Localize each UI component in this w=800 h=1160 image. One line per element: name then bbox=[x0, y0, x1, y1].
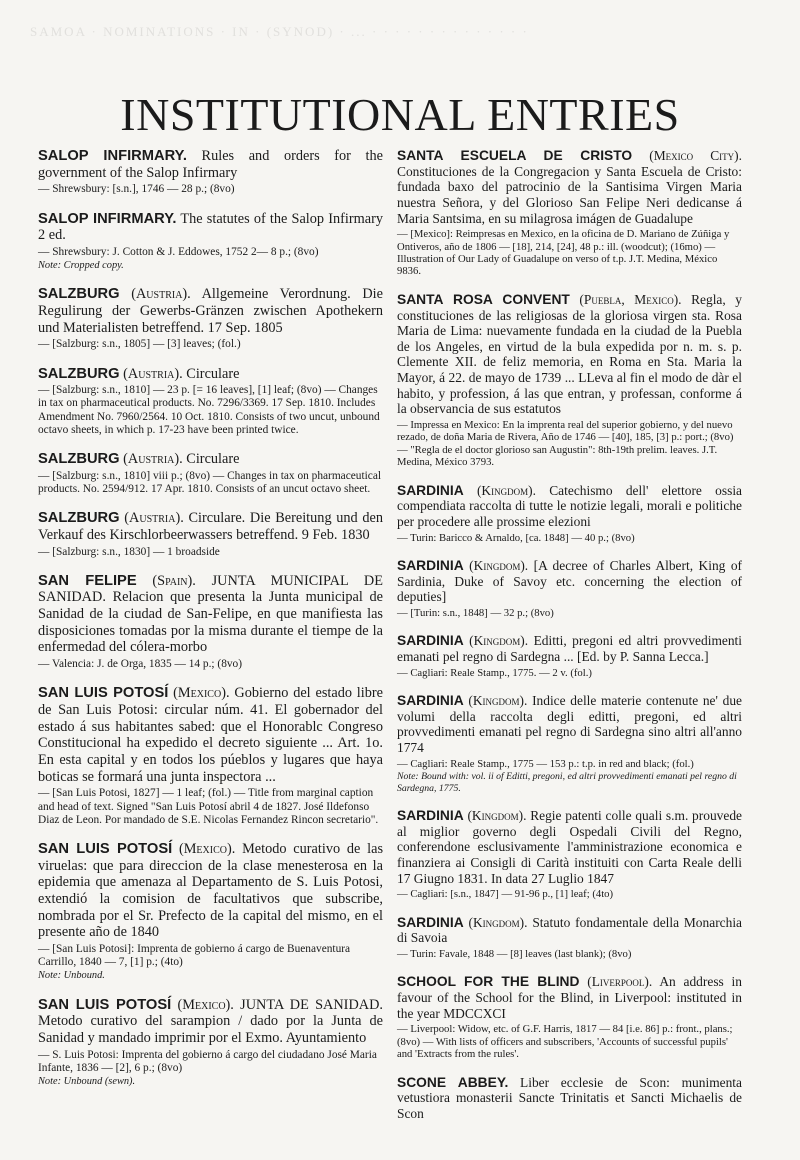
entry-title: JUNTA DE SANIDAD. Metodo curativo del sarampion / dado por la Junta de Sanidad y mandado imprimir por el Exmo. Ayuntamiento bbox=[38, 996, 383, 1046]
entry-jurisdiction: (Mexico). bbox=[177, 996, 234, 1013]
entry-heading bbox=[38, 286, 383, 336]
catalog-entry bbox=[38, 286, 383, 351]
entry-jurisdiction: (Liverpool). bbox=[587, 974, 653, 990]
entry-headword: SAN LUIS POTOSÍ bbox=[38, 685, 169, 702]
entry-heading bbox=[397, 808, 742, 886]
entry-headword: SCHOOL FOR THE BLIND bbox=[397, 974, 580, 990]
entry-imprint: — [Salzburg: s.n., 1830] — 1 broadside bbox=[38, 545, 220, 558]
catalog-entry bbox=[397, 808, 742, 901]
entry-imprint: — [Salzburg: s.n., 1810] viii p.; (8vo) — Changes in tax on pharmaceutical products. No. 2594/912. 17 Apr. 1810. Consists of an uncut octavo sheet. bbox=[38, 469, 382, 496]
catalog-entry bbox=[38, 841, 383, 983]
entry-headword: SALOP INFIRMARY. bbox=[38, 210, 177, 227]
entry-jurisdiction: (Austria). bbox=[123, 451, 183, 468]
entry-title: Regla, y constituciones de las religiosas de la gloriosa virgen sta. Rosa Maria de Lima: nuevamente fundada en la ciudad de la Puebla de los Angeles, en virtud de la bula expedida por n. m. s. p. Clemente XII. de feliz memoria, en Roma en Sta. Maria la Mayor, á 22. de mayo de 1739 ... LLeva al fin el modo de dàr el habito, y profession, á las que entran, y professan, conforme á la observancia de sus estatutos bbox=[397, 291, 743, 417]
entry-note: Note: Unbound. bbox=[38, 970, 105, 982]
catalog-entry bbox=[397, 292, 742, 469]
catalog-entry bbox=[397, 693, 742, 794]
catalog-entry bbox=[38, 366, 383, 438]
entry-title: [A decree of Charles Albert, King of Sardinia, Duke of Savoy etc. concerning the election of deputies] bbox=[397, 558, 743, 605]
catalog-entry bbox=[397, 974, 742, 1060]
entry-note: Note: Unbound (sewn). bbox=[38, 1076, 136, 1088]
entry-imprint: — Turin: Favale, 1848 — [8] leaves (last blank); (8vo) bbox=[397, 947, 632, 960]
entry-imprint: — Cagliari: [s.n., 1847] — 91-96 p., [1] leaf; (4to) bbox=[397, 888, 614, 901]
entry-title: Rules and orders for the government of the Salop Infirmary bbox=[38, 148, 384, 181]
entry-headword: SAN LUIS POTOSÍ bbox=[38, 840, 173, 857]
entry-imprint: — S. Luis Potosi: Imprenta del gobierno á cargo del ciudadano José Maria Infante, 1836 — [2], 6 p.; (8vo) bbox=[38, 1048, 377, 1074]
entry-title: Liber ecclesie de Scon: munimenta vetustiora monasterii Sancte Trinitatis et Sancti Michaelis de Scon bbox=[397, 1074, 742, 1121]
entry-title: An address in favour of the School for the Blind, in Liverpool: instituted in the year MDCCXCI bbox=[397, 974, 742, 1021]
entry-headword: SALZBURG bbox=[38, 451, 120, 468]
entry-jurisdiction: (Kingdom). bbox=[469, 633, 529, 649]
entry-jurisdiction: (Kingdom). bbox=[468, 693, 528, 709]
entry-imprint: — [San Luis Potosi]: Imprenta de gobierno á cargo de Buenaventura Carrillo, 1840 — 7, [1] p.; (4to) bbox=[38, 942, 351, 969]
entry-headword: SARDINIA bbox=[397, 558, 464, 574]
entry-headword: SALZBURG bbox=[38, 510, 120, 527]
entry-heading bbox=[397, 693, 742, 756]
entry-imprint: — [Salzburg: s.n., 1805] — [3] leaves; (fol.) bbox=[38, 338, 241, 351]
entry-heading bbox=[38, 148, 383, 181]
entry-imprint: — Liverpool: Widow, etc. of G.F. Harris, 1817 — 84 [i.e. 86] p.: front., plans.; (8vo) — With lists of officers and subscribers, 'Accounts of successful pupils' and 'Extracts from the rules'. bbox=[397, 1023, 733, 1061]
entry-heading bbox=[38, 685, 383, 785]
right-column bbox=[397, 148, 742, 1136]
entry-headword: SARDINIA bbox=[397, 633, 464, 649]
entry-title: Circulare bbox=[186, 365, 240, 382]
entry-headword: SALOP INFIRMARY. bbox=[38, 148, 187, 164]
entry-jurisdiction: (Spain). bbox=[152, 572, 196, 589]
entry-jurisdiction: (Austria). bbox=[123, 365, 183, 382]
catalog-entry bbox=[38, 148, 383, 197]
entry-jurisdiction: (Mexico). bbox=[178, 840, 236, 857]
entry-jurisdiction: (Puebla, Mexico). bbox=[579, 291, 682, 307]
catalog-entry bbox=[397, 1075, 742, 1122]
entry-jurisdiction: (Kingdom). bbox=[467, 808, 527, 824]
entry-title: Statuto fondamentale della Monarchia di Savoia bbox=[397, 914, 743, 946]
show-through-text: SAMOA · NOMINATIONS · IN · (SYNOD) · ... · · · · · · · · · · · · · · bbox=[30, 24, 529, 39]
entry-title: Allgemeine Verordnung. Die Regulirung der Gewerbs-Gränzen zwischen Apothekern und Materialisten betreffend. 17 Sep. 1805 bbox=[38, 286, 383, 336]
entry-headword: SANTA ESCUELA DE CRISTO bbox=[397, 148, 633, 163]
page-title: INSTITUTIONAL ENTRIES bbox=[120, 89, 680, 140]
entry-heading bbox=[38, 841, 383, 941]
entry-heading bbox=[397, 915, 742, 946]
catalog-entry bbox=[38, 510, 383, 559]
catalog-entry bbox=[397, 483, 742, 544]
entry-heading bbox=[397, 148, 742, 226]
entry-jurisdiction: (Mexico). bbox=[173, 685, 230, 702]
entry-title: Constituciones de la Congregacion y Santa Escuela de Cristo: fundada baxo del patrocinio de la Santisima Virgen Maria nuestra Señora, y del Glorioso San Felipe Neri dedicanse á Maria Santsima, en su milagrosa imágen de Guadalupe bbox=[397, 163, 742, 226]
entry-heading bbox=[38, 997, 383, 1047]
entry-imprint: — Shrewsbury: [s.n.], 1746 — 28 p.; (8vo) bbox=[38, 183, 235, 196]
entry-note: Note: Bound with: vol. ii of Editti, pregoni, ed altri provvedimenti emanati pel regno di Sardegna, 1775. bbox=[397, 771, 737, 794]
entry-heading bbox=[38, 451, 383, 468]
entry-heading bbox=[397, 292, 742, 417]
catalog-entry bbox=[397, 633, 742, 679]
entry-headword: SALZBURG bbox=[38, 365, 120, 382]
entry-heading bbox=[397, 1075, 742, 1122]
entry-title: Metodo curativo de las viruelas: que para direccion de la clase menesterosa en la epidemia que amenaza al Departamento de S. Luis Potosi, extendió la comision de facultativos que subscribe, nombrada por el Sr. Prefecto de la capital del mismo, en el presente año de 1840 bbox=[38, 840, 384, 941]
catalog-entry bbox=[38, 211, 383, 273]
entry-headword: SARDINIA bbox=[397, 482, 464, 498]
catalog-entry bbox=[38, 685, 383, 827]
entry-title: Circulare. Die Bereitung und den Verkauf des Kirschlorbeerwassers betreffend. 9 Feb. 1830 bbox=[38, 510, 384, 543]
catalog-entry bbox=[397, 915, 742, 961]
entry-title: Editti, pregoni ed altri provvedimenti emanati pel regno di Sardegna ... [Ed. by P. Sanna Lecca.] bbox=[397, 633, 743, 665]
entry-jurisdiction: (Kingdom). bbox=[469, 558, 529, 574]
entry-headword: SARDINIA bbox=[397, 693, 464, 709]
left-column bbox=[38, 148, 383, 1102]
entry-headword: SANTA ROSA CONVENT bbox=[397, 291, 570, 307]
entry-jurisdiction: (Mexico City). bbox=[649, 148, 742, 163]
entry-heading bbox=[38, 366, 383, 383]
entry-imprint: — Turin: Baricco & Arnaldo, [ca. 1848] — 40 p.; (8vo) bbox=[397, 531, 635, 544]
entry-heading bbox=[397, 558, 742, 605]
entry-title: Gobierno del estado libre de San Luis Potosi: circular núm. 41. El gobernador del estado á sus habitantes sabed: que el Honorablc Congreso Constitucional ha expedido el decreto siguiente ... Art. 1o. En esta capital y en todos los púeblos y lugares que haya boticas se formará una junta inspectora ... bbox=[38, 685, 384, 785]
entry-note: Note: Cropped copy. bbox=[38, 260, 124, 272]
entry-heading bbox=[397, 974, 742, 1021]
catalog-entry bbox=[397, 148, 742, 278]
entry-jurisdiction: (Kingdom). bbox=[476, 482, 536, 498]
catalog-entry bbox=[38, 451, 383, 496]
entry-heading bbox=[38, 211, 383, 244]
entry-imprint: — Cagliari: Reale Stamp., 1775 — 153 p.: t.p. in red and black; (fol.) bbox=[397, 757, 694, 770]
entry-headword: SALZBURG bbox=[38, 286, 120, 303]
catalog-entry bbox=[38, 573, 383, 672]
entry-imprint: — [San Luis Potosi, 1827] — 1 leaf; (fol.) — Title from marginal caption and head of text. Signed "San Luis Potosí abril 4 de 1827. José Ildefonso Diaz de Leon. Por mandado de S.E. Nicolas Fernandez Rincon secretario". bbox=[38, 787, 379, 826]
entry-heading bbox=[38, 510, 383, 543]
entry-title: Regie patenti colle quali s.m. prouvede al miglior governo degli Ospedali Civili del Regno, conferendone esclusivamente l'amministrazione economica e finanziera ai Consigli di Carità instituiti con Carta Reale delli 17 Giugno 1831. In data 27 Luglio 1847 bbox=[397, 808, 742, 886]
entry-imprint: — Impressa en Mexico: En la imprenta real del superior gobierno, y del nuevo rezado, de doña Maria de Rivera, Año de 1746 — [40], 185, [3] p.: port.; (8vo) — "Regla de el doctor glorioso san Augustin": 8th-19th prelim. leaves. J.T. Medina, México 3793. bbox=[397, 419, 734, 469]
catalog-entry bbox=[397, 558, 742, 619]
entry-heading bbox=[397, 483, 742, 530]
entry-imprint: — Shrewsbury: J. Cotton & J. Eddowes, 1752 2— 8 p.; (8vo) bbox=[38, 245, 319, 258]
catalog-entry bbox=[38, 997, 383, 1089]
entry-headword: SAN FELIPE bbox=[38, 572, 137, 589]
entry-headword: SAN LUIS POTOSÍ bbox=[38, 996, 172, 1013]
entry-imprint: — [Mexico]: Reimpresas en Mexico, en la oficina de D. Mariano de Zúñiga y Ontiveros, año de 1806 — [18], 214, [24], 48 p.: ill. (woodcut); (16mo) — Illustration of Our Lady of Guadalupe on verso of t.p. J.T. Medina, México 9836. bbox=[397, 228, 730, 278]
entry-jurisdiction: (Austria). bbox=[124, 510, 184, 527]
entry-headword: SARDINIA bbox=[397, 914, 464, 930]
entry-imprint: — [Turin: s.n., 1848] — 32 p.; (8vo) bbox=[397, 606, 554, 619]
entry-jurisdiction: (Austria). bbox=[131, 286, 191, 303]
entry-title: JUNTA MUNICIPAL DE SANIDAD. Relacion que presenta la Junta municipal de Sanidad de la ciudad de San-Felipe, en que manifiesta las disposiciones tomadas por la misma durante el tiempe de la enfermedad del cólera-morbo bbox=[38, 572, 383, 656]
entry-headword: SCONE ABBEY. bbox=[397, 1074, 509, 1090]
entry-heading bbox=[397, 633, 742, 664]
entry-title: Catechismo dell' elettore ossia compendiata raccolta di tutte le notizie legali, morali e politiche per procedere alle prossime elezioni bbox=[397, 482, 742, 529]
entry-imprint: — [Salzburg: s.n., 1810] — 23 p. [= 16 leaves], [1] leaf; (8vo) — Changes in tax on pharmaceutical products. No. 7296/3369. 17 Sep. 1810. Includes Amendment No. 7960/2564. 10 Oct. 1810. Consists of two uncut, unbound octavo sheets, in which p. 17-23 have been printed twice. bbox=[38, 384, 380, 436]
entry-imprint: — Valencia: J. de Orga, 1835 — 14 p.; (8vo) bbox=[38, 658, 243, 671]
entry-headword: SARDINIA bbox=[397, 808, 464, 824]
entry-title: Circulare bbox=[186, 451, 240, 468]
entry-title: The statutes of the Salop Infirmary 2 ed. bbox=[38, 210, 383, 244]
entry-title: Indice delle materie contenute ne' due volumi della raccolta degli editti, pregoni, ed altri provvedimenti emanati pel regno di Sardegna sino altri all'anno 1774 bbox=[397, 693, 742, 756]
entry-jurisdiction: (Kingdom). bbox=[468, 914, 528, 930]
entry-heading bbox=[38, 573, 383, 656]
entry-imprint: — Cagliari: Reale Stamp., 1775. — 2 v. (fol.) bbox=[397, 666, 592, 679]
